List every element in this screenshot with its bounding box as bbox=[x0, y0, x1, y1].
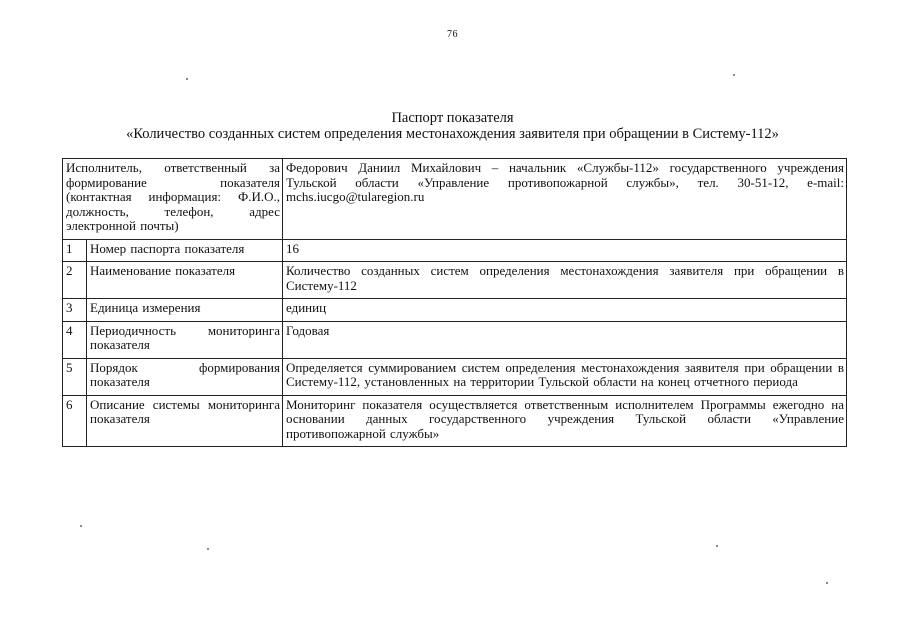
scan-speck bbox=[207, 548, 209, 550]
row-label: Порядок формирования показателя bbox=[87, 358, 283, 395]
row-value: Годовая bbox=[283, 321, 847, 358]
row-number: 3 bbox=[63, 299, 87, 322]
row-label: Наименование показателя bbox=[87, 262, 283, 299]
table-row bbox=[63, 358, 847, 395]
table-row bbox=[63, 239, 847, 262]
table-row bbox=[63, 321, 847, 358]
row-value: Мониторинг показателя осуществляется ответственным исполнителем Программы ежегодно на основании данных государственного учреждения Тульской области «Управление противопожарной службы» bbox=[283, 395, 847, 447]
scan-speck bbox=[733, 74, 735, 76]
row-value: единиц bbox=[283, 299, 847, 322]
document-title bbox=[0, 110, 905, 142]
row-number: 6 bbox=[63, 395, 87, 447]
row-label: Номер паспорта показателя bbox=[87, 239, 283, 262]
title-line-1: Паспорт показателя bbox=[391, 110, 514, 126]
table-row bbox=[63, 299, 847, 322]
row-number: 2 bbox=[63, 262, 87, 299]
table-row-responsible bbox=[63, 159, 847, 240]
row-number: 1 bbox=[63, 239, 87, 262]
table-row bbox=[63, 395, 847, 447]
row-number: 5 bbox=[63, 358, 87, 395]
scan-speck bbox=[80, 525, 82, 527]
row-label: Описание системы мониторинга показателя bbox=[87, 395, 283, 447]
responsible-value: Федорович Даниил Михайлович – начальник «Службы-112» государственного учреждения Тульской области «Управление противопожарной службы», тел. 30-51-12, e-mail: mchs.iucgo@tularegion.ru bbox=[283, 159, 847, 240]
responsible-label: Исполнитель, ответственный за формирование показателя (контактная информация: Ф.И.О., должность, телефон, адрес электронной почты) bbox=[63, 159, 283, 240]
indicator-passport-table bbox=[62, 158, 847, 447]
scan-speck bbox=[716, 545, 718, 547]
row-value: 16 bbox=[283, 239, 847, 262]
page-number: 76 bbox=[447, 29, 458, 40]
row-value: Количество созданных систем определения местонахождения заявителя при обращении в Систему-112 bbox=[283, 262, 847, 299]
table-row bbox=[63, 262, 847, 299]
row-value: Определяется суммированием систем определения местонахождения заявителя при обращении в Систему-112, установленных на территории Тульской области на конец отчетного периода bbox=[283, 358, 847, 395]
row-label: Единица измерения bbox=[87, 299, 283, 322]
row-label: Периодичность мониторинга показателя bbox=[87, 321, 283, 358]
scan-speck bbox=[186, 78, 188, 80]
title-line-2: «Количество созданных систем определения местонахождения заявителя при обращении в Систему-112» bbox=[126, 126, 779, 142]
row-number: 4 bbox=[63, 321, 87, 358]
scan-speck bbox=[826, 582, 828, 584]
